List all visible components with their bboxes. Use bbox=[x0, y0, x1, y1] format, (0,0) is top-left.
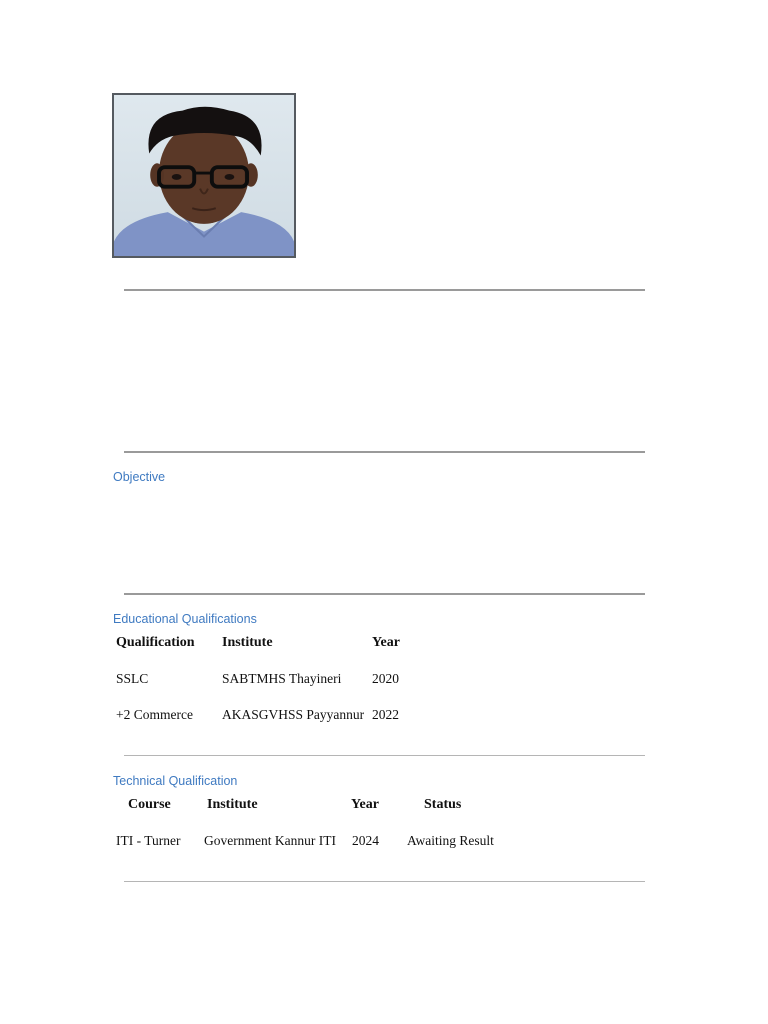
technical-heading: Technical Qualification bbox=[113, 774, 238, 788]
table-cell: 2024 bbox=[352, 833, 379, 848]
column-header: Institute bbox=[222, 635, 273, 650]
divider bbox=[124, 755, 645, 756]
profile-photo bbox=[112, 93, 296, 258]
divider bbox=[124, 289, 645, 291]
table-cell: +2 Commerce bbox=[116, 707, 193, 722]
education-heading: Educational Qualifications bbox=[113, 612, 257, 626]
column-header: Status bbox=[424, 797, 462, 812]
divider bbox=[124, 593, 645, 595]
column-header: Year bbox=[351, 797, 379, 812]
column-header: Qualification bbox=[116, 635, 195, 650]
divider bbox=[124, 881, 645, 882]
table-cell: ITI - Turner bbox=[116, 833, 181, 848]
table-cell: SABTMHS Thayineri bbox=[222, 671, 342, 686]
column-header: Institute bbox=[207, 797, 258, 812]
column-header: Year bbox=[372, 635, 400, 650]
table-cell: 2022 bbox=[372, 707, 399, 722]
table-cell: 2020 bbox=[372, 671, 399, 686]
table-cell: AKASGVHSS Payyannur bbox=[222, 707, 365, 722]
divider bbox=[124, 451, 645, 453]
column-header: Course bbox=[128, 797, 171, 812]
objective-heading: Objective bbox=[113, 470, 166, 484]
table-cell: Government Kannur ITI bbox=[204, 833, 336, 848]
portrait-image bbox=[114, 95, 294, 256]
table-cell: SSLC bbox=[116, 671, 149, 686]
table-cell: Awaiting Result bbox=[407, 833, 494, 848]
